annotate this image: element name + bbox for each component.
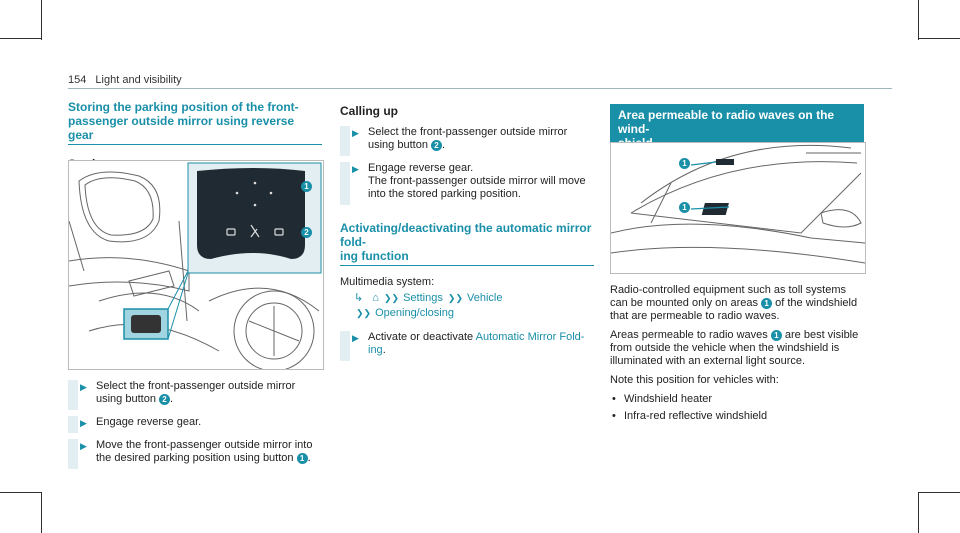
step-text: Move the front-passenger outside mirror into the desired parking position using button bbox=[96, 439, 313, 464]
step-item bbox=[340, 162, 594, 201]
return-arrow-icon: ↳ bbox=[354, 292, 364, 304]
step-text: Engage reverse gear. bbox=[368, 162, 474, 174]
step-item bbox=[68, 439, 322, 465]
step-text: Engage reverse gear. bbox=[96, 416, 202, 428]
step-text: . bbox=[307, 452, 311, 464]
step-text: . bbox=[170, 393, 174, 405]
section-title-line: Activating/deactivating the automatic mirror fold- bbox=[340, 221, 592, 249]
paragraph-text: Areas permeable to radio waves bbox=[610, 329, 768, 341]
right-text bbox=[610, 284, 864, 427]
paragraph-text: Radio-controlled equipment such as toll systems can be mounted only on areas bbox=[610, 284, 847, 309]
button-badge: 2 bbox=[431, 140, 442, 151]
box-title-line: Area permeable to radio waves on the wind- bbox=[618, 108, 835, 136]
menu-path bbox=[340, 291, 594, 306]
crop-mark bbox=[41, 492, 42, 533]
area-badge: 1 bbox=[761, 298, 772, 309]
menu-vehicle-link[interactable]: Vehicle bbox=[467, 292, 503, 304]
button-badge: 2 bbox=[159, 394, 170, 405]
step-text: Select the front-passenger outside mirror using button bbox=[368, 126, 568, 151]
page-header bbox=[68, 74, 182, 86]
step-text: Select the front-passenger outside mirror using button bbox=[96, 380, 296, 405]
step-arrow-icon: ▶ bbox=[80, 441, 87, 451]
section-title-line: ing function bbox=[340, 249, 409, 263]
callout-badge-2: 2 bbox=[301, 227, 312, 238]
step-arrow-icon: ▶ bbox=[80, 382, 87, 392]
home-icon[interactable]: ⌂ bbox=[372, 292, 379, 304]
step-arrow-icon: ▶ bbox=[352, 128, 359, 138]
crop-mark bbox=[0, 492, 42, 493]
windshield-illustration bbox=[611, 143, 865, 273]
page-number: 154 bbox=[68, 74, 87, 86]
subheading-calling-up: Calling up bbox=[340, 104, 398, 118]
crop-mark bbox=[918, 0, 919, 40]
crop-mark bbox=[918, 492, 919, 533]
crop-mark bbox=[0, 38, 42, 39]
door-panel-illustration bbox=[69, 161, 323, 369]
section-rule bbox=[68, 144, 322, 145]
area-badge: 1 bbox=[771, 330, 782, 341]
crop-mark bbox=[41, 0, 42, 40]
step-bar bbox=[68, 416, 78, 433]
menu-settings-link[interactable]: Settings bbox=[403, 292, 443, 304]
button-badge: 1 bbox=[297, 453, 308, 464]
chevron-right-icon: ❯❯ bbox=[447, 293, 463, 303]
paragraph-text: of the windshield that are permeable to radio waves. bbox=[610, 297, 858, 322]
chapter-title: Light and visibility bbox=[95, 74, 182, 86]
crop-mark bbox=[918, 38, 960, 39]
step-arrow-icon: ▶ bbox=[352, 164, 359, 174]
step-bar bbox=[340, 126, 350, 156]
step-arrow-icon: ▶ bbox=[80, 418, 87, 428]
step-arrow-icon: ▶ bbox=[352, 333, 359, 343]
callout-badge-1: 1 bbox=[301, 181, 312, 192]
chevron-right-icon: ❯❯ bbox=[356, 308, 372, 318]
paragraph: Note this position for vehicles with: bbox=[610, 374, 779, 386]
menu-opening-closing-link[interactable]: Opening/closing bbox=[375, 307, 454, 319]
multimedia-label: Multimedia system: bbox=[340, 276, 435, 288]
middle-column bbox=[340, 104, 594, 367]
paragraph bbox=[610, 284, 864, 323]
crop-mark bbox=[918, 492, 960, 493]
chevron-right-icon: ❯❯ bbox=[384, 293, 400, 303]
paragraph-text: are best visible from outside the vehicle when the windshield is illuminated with an external light source. bbox=[610, 329, 859, 367]
left-steps bbox=[68, 380, 322, 475]
step-item bbox=[68, 380, 322, 406]
section-title-line: Storing the parking position of the front- bbox=[68, 100, 299, 114]
step-item bbox=[340, 126, 594, 152]
section-title bbox=[68, 100, 322, 142]
automatic-mirror-fold-link[interactable]: Automatic Mirror Fold-ing bbox=[368, 331, 585, 356]
menu-path bbox=[340, 306, 594, 321]
step-bar bbox=[68, 380, 78, 410]
mirror-switch-figure bbox=[68, 160, 324, 370]
callout-badge-1: 1 bbox=[679, 158, 690, 169]
callout-badge-1: 1 bbox=[679, 202, 690, 213]
paragraph bbox=[610, 329, 864, 368]
section-title-line: passenger outside mirror using reverse gear bbox=[68, 114, 295, 142]
step-text: Activate or deactivate bbox=[368, 331, 474, 343]
windshield-figure bbox=[610, 142, 866, 274]
step-bar bbox=[68, 439, 78, 469]
step-item bbox=[68, 416, 322, 429]
step-bar bbox=[340, 331, 350, 361]
step-bar bbox=[340, 162, 350, 205]
step-text: The front-passenger outside mirror will move into the stored parking position. bbox=[368, 175, 586, 200]
step-text: . bbox=[382, 344, 386, 356]
header-rule bbox=[68, 88, 892, 89]
step-text: . bbox=[442, 139, 446, 151]
bullet-item: • Windshield heater bbox=[610, 393, 864, 406]
section-title bbox=[340, 221, 594, 263]
step-item bbox=[340, 331, 594, 357]
section-rule bbox=[340, 265, 594, 266]
bullet-item: • Infra-red reflective windshield bbox=[610, 410, 864, 423]
